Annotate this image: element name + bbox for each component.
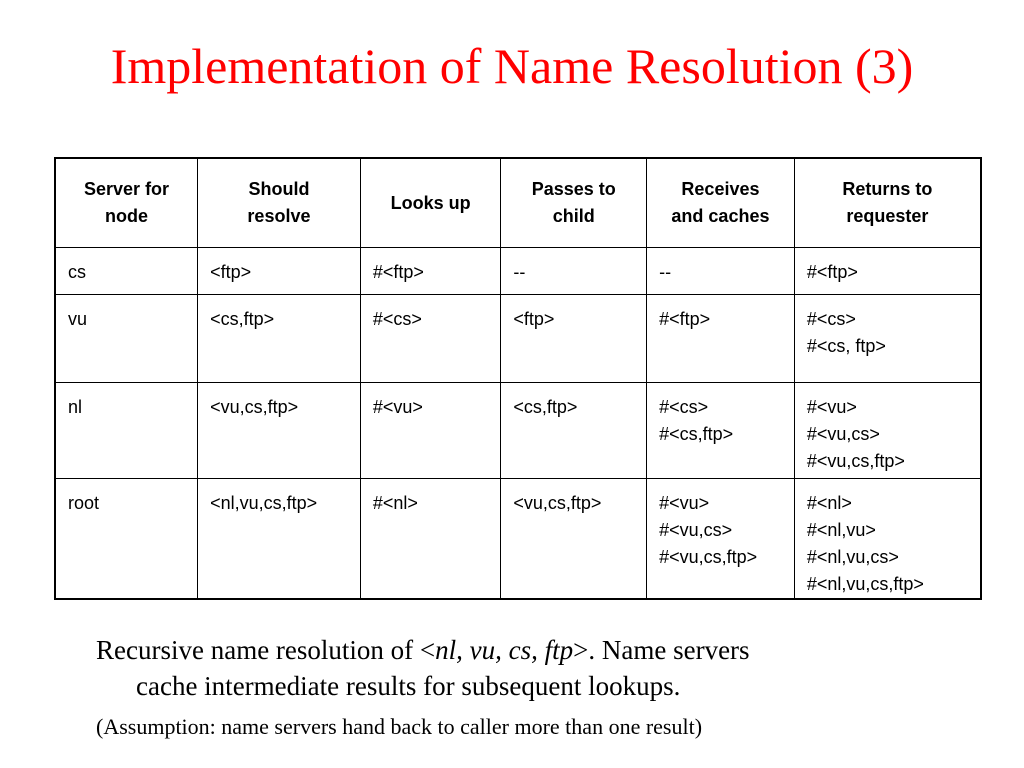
slide-title: Implementation of Name Resolution (3) — [110, 38, 914, 94]
table-cell: vu — [55, 295, 198, 383]
caption-open-bracket: < — [419, 635, 436, 665]
table-cell: #<nl> — [360, 479, 501, 600]
header-returns-to-requester: Returns to requester — [794, 158, 981, 248]
table-cell: #<cs> — [360, 295, 501, 383]
table-cell: <cs,ftp> — [501, 383, 647, 479]
slide-caption — [96, 632, 956, 704]
table-cell: #<ftp> — [794, 248, 981, 295]
caption-prefix: Recursive name resolution of — [96, 635, 420, 665]
table-cell: <vu,cs,ftp> — [198, 383, 361, 479]
header-receives-and-caches: Receives and caches — [647, 158, 795, 248]
table-cell: #<cs> #<cs, ftp> — [794, 295, 981, 383]
table-cell: #<nl> #<nl,vu> #<nl,vu,cs> #<nl,vu,cs,ftp> — [794, 479, 981, 600]
table-row — [55, 248, 981, 295]
header-should-resolve: Should resolve — [198, 158, 361, 248]
caption-close-bracket: > — [573, 635, 589, 665]
table-cell: #<vu> — [360, 383, 501, 479]
table-cell: #<cs> #<cs,ftp> — [647, 383, 795, 479]
header-server-for-node: Server for node — [55, 158, 198, 248]
table-cell: <nl,vu,cs,ftp> — [198, 479, 361, 600]
table-row — [55, 479, 981, 600]
table-cell: #<vu> #<vu,cs> #<vu,cs,ftp> — [794, 383, 981, 479]
table-cell: nl — [55, 383, 198, 479]
table-row — [55, 383, 981, 479]
table-cell: -- — [501, 248, 647, 295]
table-cell: <ftp> — [501, 295, 647, 383]
table-cell: <vu,cs,ftp> — [501, 479, 647, 600]
table-cell: <cs,ftp> — [198, 295, 361, 383]
table-cell: #<ftp> — [647, 295, 795, 383]
assumption-note: (Assumption: name servers hand back to caller more than one result) — [96, 714, 703, 739]
table-header-row — [55, 158, 981, 248]
table-cell: cs — [55, 248, 198, 295]
table-row — [55, 295, 981, 383]
caption-name-path: nl, vu, cs, ftp — [435, 635, 574, 665]
name-resolution-table — [54, 157, 982, 600]
table-cell: root — [55, 479, 198, 600]
table-cell: <ftp> — [198, 248, 361, 295]
caption-line-2: cache intermediate results for subsequent lookups. — [136, 671, 681, 701]
table-cell: #<ftp> — [360, 248, 501, 295]
table-cell: #<vu> #<vu,cs> #<vu,cs,ftp> — [647, 479, 795, 600]
table-cell: -- — [647, 248, 795, 295]
header-looks-up: Looks up — [360, 158, 501, 248]
header-passes-to-child: Passes to child — [501, 158, 647, 248]
caption-suffix: . Name servers — [588, 635, 750, 665]
